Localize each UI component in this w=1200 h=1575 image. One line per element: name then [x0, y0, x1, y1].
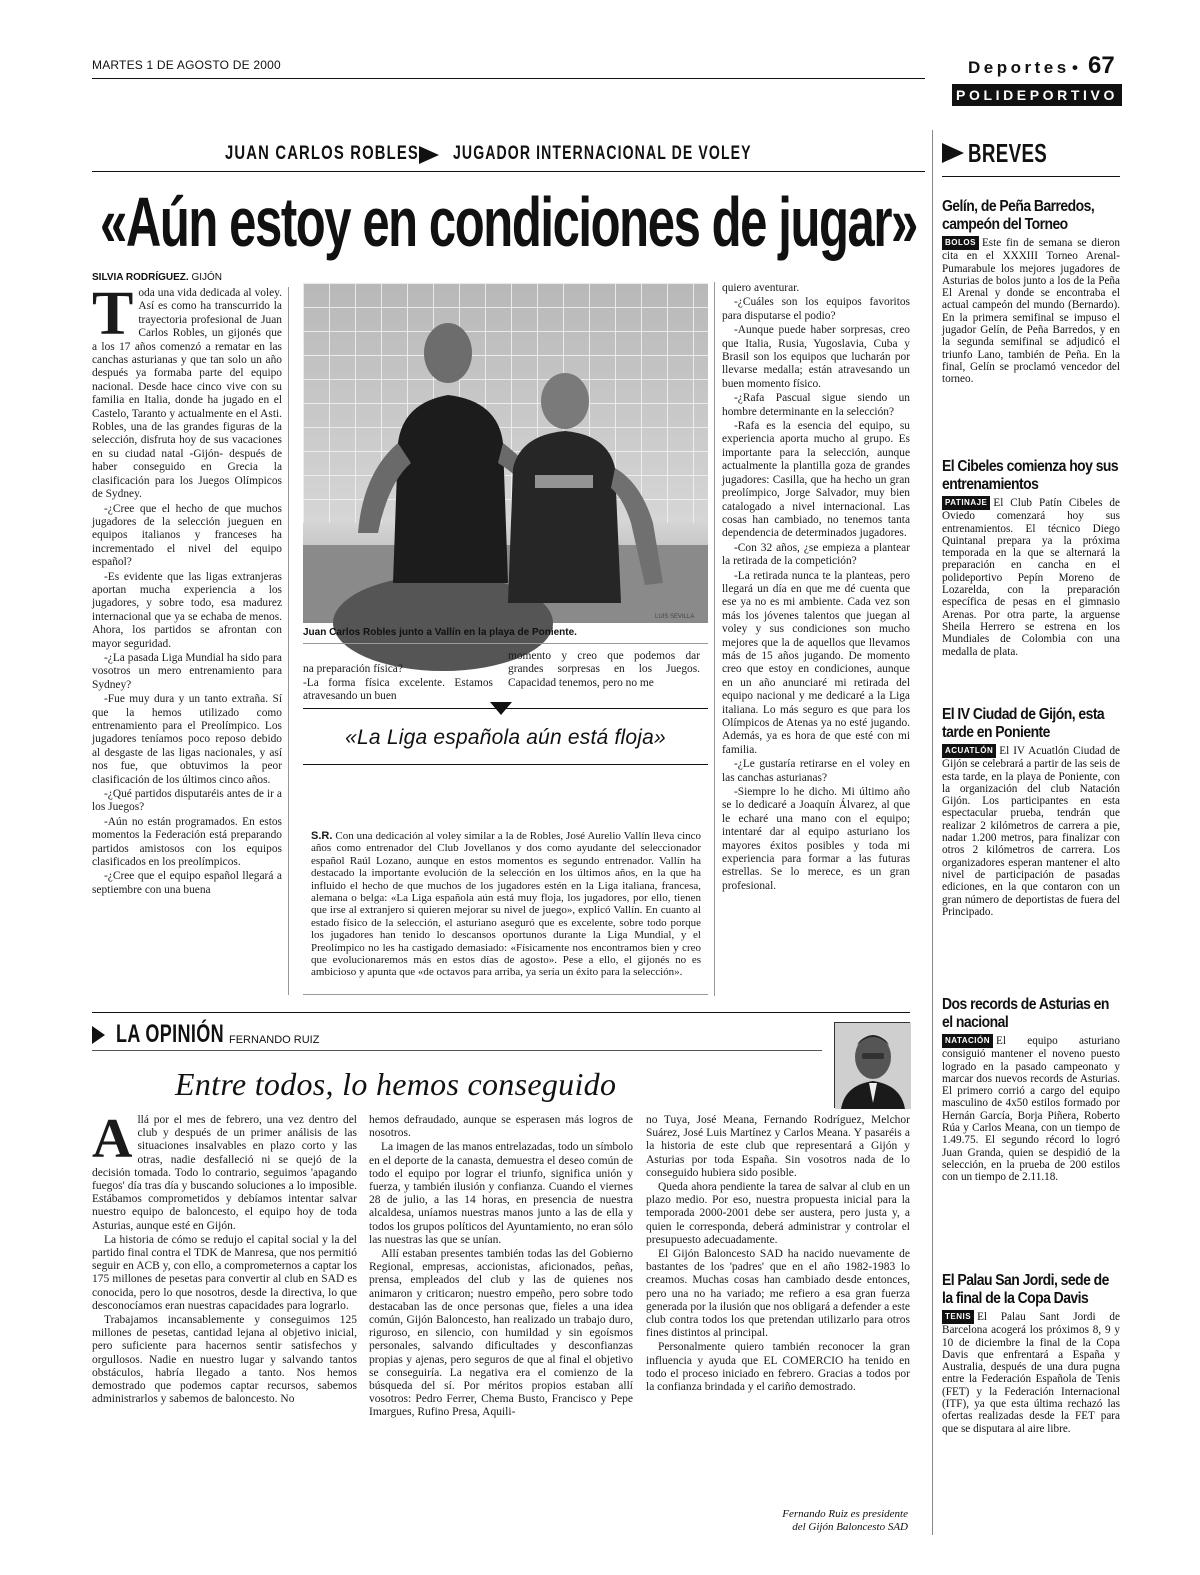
opinion-dropcap: A: [92, 1108, 133, 1170]
article-answer: -Es evidente que las ligas extranjeras aportan mucha experiencia a los jugadores, y sobre todo, esa madurez internacional que ya se echaba de menos. Ahora, los partidos se afrontan con mayor seguridad.: [92, 570, 282, 650]
arrow-right-icon: [419, 146, 439, 164]
article-question: -¿Cree que el equipo español llegará a septiembre con una buena: [92, 870, 282, 896]
article-continuation-right: [508, 650, 700, 692]
opinion-paragraph: La historia de cómo se redujo el capital social y la del partido final contra el TDK de Manresa, que nos permitió seguir en ACB y, con ello, a comprometernos a captar los 175 millones de pesetas para convertir al club en SAD es conocida, pero lo que nosotros, desde la directiva, lo que desconocíamos eran nuestras capacidades para lograrlo.: [92, 1233, 357, 1312]
article-answer: -La retirada nunca te la planteas, pero llegará un día en que me dé cuenta que ese ya no es mi ambiente. Cada vez son más los jóvenes talentos que juegan al voley y sus condiciones son mucho mejores que la de aquellos que llevamos más de 15 años jugando. De momento creo que estoy en condiciones, aunque en un año anunciaré mi retirada del equipo nacional y me dedicaré a la Liga italiana. Lo más seguro es que para los Olímpicos de Atenas ya no esté jugando. Además, ya es hora de que esté con mi familia.: [722, 569, 910, 756]
section-header: [968, 52, 1122, 82]
sidebar-paragraph: Con una dedicación al voley similar a la de Robles, José Aurelio Vallín lleva cinco años como entrenador del Club Jovellanos y dos como ayudante del seleccionador español Raúl Lozano, aunque en estos momentos es segundo entrenador. Vallín ha destacado la importante evolución de la selección en los últimos años, en la que ha influido el hecho de que muchos de los jugadores estén en la Liga italiana, francesa, alemana o belga: «La Liga española aún está muy floja, los jugadores, por ello, tienen que irse al extranjero si quieren mejorar su nivel de juego», explicó Vallín. En cuanto al estado físico de la selección, el asturiano aseguró que es excelente, sobre todo porque los jugadores han tenido lo descansos oportunos durante la Liga Mundial, y el Preolímpico no les ha castigado demasiado: «Físicamente nos encontramos bien y creo que evolucionaremos más en estos días de agosto». Pese a ello, el gijonés no es ambicioso y apunta que «de octavos para arriba, ya sería un éxito para la selección».: [311, 830, 702, 979]
sidebar-quote: «La Liga española aún está floja»: [345, 726, 666, 749]
page-date: MARTES 1 DE AGOSTO DE 2000: [92, 58, 281, 72]
article-photo: [303, 283, 708, 623]
article-question: -¿Le gustaría retirarse en el voley en las canchas asturianas?: [722, 758, 910, 784]
opinion-header-rule: [92, 1050, 822, 1051]
photo-credit: LUIS SEVILLA: [655, 614, 695, 620]
brief-title: El Palau San Jordi, sede de la final de la Copa Davis: [942, 1272, 1109, 1307]
brief-tag: ACUATLÓN: [942, 744, 996, 758]
section-name: Deportes: [968, 58, 1070, 77]
kicker-name: JUAN CARLOS ROBLES: [225, 143, 419, 164]
photo-caption: Juan Carlos Robles junto a Vallín en la playa de Poniente.: [303, 627, 577, 638]
opinion-signature: [646, 1508, 908, 1534]
sidebar-body: [311, 830, 701, 990]
brief-item: [942, 1272, 1120, 1534]
brief-text: El IV Acuatlón Ciudad de Gijón se celebrará a partir de las seis de esta tarde, en la playa de Poniente, con la organización del club Natación Gijón. Los participantes en esta espectacular prueba, tendrán que realizar 2 kilómetros de carrera a pie, nadar 1.200 metros, para finalizar con otros 2 kilómetros de carrera. Los organizadores esperan mantener el alto nivel de participación de pasadas ediciones, en la que contaron con un gran número de deportistas de fuera del Principado.: [942, 745, 1120, 918]
opinion-paragraph: hemos defraudado, aunque se esperasen más logros de nosotros.: [369, 1114, 633, 1140]
sidebar-frame-bottom: [303, 994, 708, 995]
briefs-header: [942, 138, 1122, 172]
article-continuation-left: [303, 650, 493, 703]
article-continuation-text: na preparación física? -La forma física excelente. Estamos atravesando un buen: [303, 663, 493, 703]
article-question: -¿Cuáles son los equipos favoritos para disputarse el podio?: [722, 296, 910, 322]
article-paragraph: oda una vida dedicada al voley. Así es como ha transcurrido la trayectoria profesional de Juan Carlos Robles, un gijonés que a los 17 años comenzó a rematar en las canchas asturianas y que tan solo un año después ya formaba parte del equipo nacional. Desde hace cinco vive con su familia en Italia, donde ha jugado en el Castelo, Taranto y actualmente en el Asti. Robles, una de las grandes figuras de la selección, disfruta hoy de sus vacaciones en su ciudad natal -Gijón- después de haber conseguido en Grecia la clasificación para los Juegos Olímpicos de Sydney.: [92, 287, 282, 501]
sidebar-initials: S.R.: [311, 830, 333, 842]
article-answer: -Aunque puede haber sorpresas, creo que Italia, Rusia, Yugoslavia, Cuba y Brasil son los equipos que lucharán por llevarse medalla; están atravesando un buen momento físico.: [722, 324, 910, 390]
opinion-paragraph: Trabajamos incansablemente y conseguimos 125 millones de pesetas, cantidad lejana al objetivo inicial, pero suficiente para hacernos sentir satisfechos y orgullosos. Nadie en nuestro lugar y salvando tantos obstáculos, habría llegado a tanto. Nos hemos demostrado que podemos captar recursos, sabemos administrarlos y sabemos de baloncesto. No: [92, 1314, 357, 1406]
article-kicker: [225, 143, 845, 169]
opinion-top-rule: [92, 1012, 910, 1013]
author-portrait: [834, 1022, 910, 1108]
brief-body: [942, 236, 1120, 386]
section-bullet: •: [1072, 58, 1078, 77]
arrow-right-icon: [942, 143, 964, 163]
article-question: -¿Qué partidos disputaréis antes de ir a los Juegos?: [92, 788, 282, 814]
opinion-column-1: [92, 1108, 357, 1536]
briefs-header-rule: [942, 176, 1120, 177]
brief-title: Gelín, de Peña Barredos, campeón del Torneo: [942, 198, 1095, 233]
article-question: -¿Rafa Pascual sigue siendo un hombre determinante en la selección?: [722, 392, 910, 418]
sidebar-rule-bottom: [303, 764, 708, 765]
brief-tag: NATACIÓN: [942, 1034, 993, 1048]
article-question: -¿La pasada Liga Mundial ha sido para vosotros un mero entrenamiento para Sydney?: [92, 651, 282, 691]
brief-body: [942, 496, 1120, 658]
brief-tag: BOLOS: [942, 236, 979, 250]
brief-text: El Palau Sant Jordi de Barcelona acogerá los próximos 8, 9 y 10 de diciembre la final de la Copa Davis que enfrentará a España y Australia, después de una dura pugna entre la Federación Española de Tenis (FET) y la Federación Internacional (ITF), ya que esta última rechazó las ofertas realizadas desde la FET para que se disputara al aire libre.: [942, 1311, 1120, 1435]
author-photo: [835, 1023, 911, 1109]
brief-item: [942, 458, 1120, 694]
opinion-paragraph: Personalmente quiero también reconocer la gran influencia y ayuda que EL COMERCIO ha tenido en todo el proceso iniciado en febrero. Gracias a todos por la confianza brindada y el cariño demostrado.: [646, 1341, 910, 1394]
brief-text: El Club Patín Cibeles de Oviedo comenzará hoy sus entrenamientos. El técnico Diego Quintanal prepara ya la próxima temporada en la que se alternará la preparación en cancha en el polideportivo Pepín Moreno de Lozarelda, con la preparación específica de pesas en el gimnasio Arenas. Por otra parte, la arguense Sheila Herrero se estrena en los Mundiales de Colombia con una medalla de plata.: [942, 497, 1120, 658]
article-answer: -Aún no están programados. En estos momentos la Federación está preparando partidos amistosos con los equipos clasificados en los preolímpicos.: [92, 815, 282, 869]
article-column-3: [722, 282, 910, 996]
article-column-1: [92, 280, 282, 995]
opinion-paragraph: no Tuya, José Meana, Fernando Rodríguez, Melchor Suárez, José Luis Martínez y Carlos Meana. Y pasaréis a la historia de este club que representará a Gijón y Asturias por toda España. Sin vosotros nada de lo conseguido hubiera sido posible.: [646, 1114, 910, 1179]
kicker-rule: [92, 171, 925, 172]
opinion-header: [92, 1018, 692, 1052]
signature-line: Fernando Ruiz es presidente: [782, 1508, 908, 1520]
opinion-column-3: [646, 1114, 910, 1518]
opinion-paragraph: La imagen de las manos entrelazadas, todo un símbolo en el deporte de la canasta, demuestra el deseo común de todo el equipo por lograr el triunfo, significa unión y fuerza, y también ilusión y confianza. Cuando el viernes 28 de julio, a las 14 horas, en presencia de nuestra alcaldesa, uníamos nuestras manos junto a las de ella y todos los grupos políticos del Ayuntamiento, no eran sólo las nuestras las que se unían.: [369, 1141, 633, 1246]
brief-title: Dos records de Asturias en el nacional: [942, 996, 1109, 1031]
brief-body: [942, 1310, 1120, 1435]
article-question: -¿Cree que el hecho de que muchos jugadores de la selección jueguen en equipos italianos y franceses ha incrementado el nivel del equipo español?: [92, 502, 282, 569]
article-question: -Con 32 años, ¿se empieza a plantear la retirada de la competición?: [722, 541, 910, 568]
brief-title: El Cibeles comienza hoy sus entrenamientos: [942, 458, 1119, 493]
subsection-bar: POLIDEPORTIVO: [952, 84, 1122, 106]
kicker-role: JUGADOR INTERNACIONAL DE VOLEY: [453, 143, 752, 164]
article-answer: -Rafa es la esencia del equipo, su experiencia aporta mucho al grupo. Es importante para la selección, aunque actualmente la plantilla goza de grandes jugadores: Casilla, que ha hecho un gran preolímpico, Jorge Salvador, muy bien catalogado a nivel internacional. Las cosas han cambiado, no tenemos tanta dependencia de determinados jugadores.: [722, 420, 910, 540]
opinion-paragraph: El Gijón Baloncesto SAD ha nacido nuevamente de bastantes de los 'padres' que en el año 1982-1983 lo creamos. Muchas cosas han cambiado desde entonces, pero una no ha variado; me refiero a esa gran fuerza generada por la ilusión que nos obligará a defender a este club contra todos los que pretendan utilizarlo para otros fines distintos al principal.: [646, 1248, 910, 1340]
opinion-paragraph: llá por el mes de febrero, una vez dentro del club y después de un primer análisis de las situaciones insalvables en plazo corto y las otras, nadie desfalleció ni se quejó de la decisión tomada. Todo lo contrario, seguimos 'apagando fuegos' día tras día y buscando soluciones a lo imposible. Estábamos comprometidos y debíamos intentar salvar nuestro equipo de baloncesto, el equipo hoy de toda Asturias, aunque esté en Gijón.: [92, 1114, 357, 1232]
brief-tag: PATINAJE: [942, 496, 990, 510]
brief-title: El IV Ciudad de Gijón, esta tarde en Poniente: [942, 706, 1105, 741]
page-number: 67: [1088, 52, 1115, 79]
brief-item: [942, 996, 1120, 1258]
opinion-section-label: LA OPINIÓN: [116, 1020, 224, 1048]
signature-line: del Gijón Baloncesto SAD: [792, 1521, 908, 1533]
article-answer: -Siempre lo he dicho. Mi último año se lo dedicaré a Joaquín Álvarez, al que le echaré una mano con el equipo; intentaré dar al equipo asturiano los mayores éxitos posibles y toda mi experiencia para formar a las futuras estrellas. Se lo merece, es un gran profesional.: [722, 786, 910, 892]
brief-item: [942, 198, 1120, 460]
opinion-headline: Entre todos, lo hemos conseguido: [175, 1066, 617, 1102]
brief-body: [942, 1034, 1120, 1184]
caption-rule: [303, 643, 708, 644]
brief-tag: TENIS: [942, 1310, 974, 1324]
article-answer: -Fue muy dura y un tanto extraña. Sí que la hemos utilizado como entrenamiento para el Preolímpico. Los jugadores teníamos poco reposo debido al desgaste de las ligas nacionales, y así nos fue, que obtuvimos la peor clasificación de los últimos cinco años.: [92, 693, 282, 786]
byline-place: GIJÓN: [191, 272, 223, 283]
opinion-paragraph: Allí estaban presentes también todas las del Gobierno Regional, empresas, accionistas, aficionados, peñas, prensa, empleados del club y las de quienes nos animaron y criticaron; nuestro empeño, pero sobre todo destacaban las de once personas que, fieles a una idea común, Gijón Baloncesto, han realizado un trabajo duro, riguroso, en silencio, con humildad y sin egoísmos personales, salvando dificultades y desconfianzas propias y ajenas, pero seguros de que al final el objetivo se conseguiría. La negativa era el comienzo de la búsqueda del sí. Por méritos propios estaban allí vosotros: Pedro Ferrer, Chema Busto, Francisco y Pepe Imargues, Rufino Presa, Aquili-: [369, 1248, 633, 1419]
arrow-right-icon: [92, 1026, 105, 1044]
opinion-paragraph: Queda ahora pendiente la tarea de salvar al club en un plazo medio. Por eso, nuestra propuesta inicial para la temporada 2000-2001 debe ser austera, pero justa y, a quien le corresponda, deberá administrar y controlar el presupuesto adecuadamente.: [646, 1181, 910, 1246]
opinion-author: FERNANDO RUIZ: [229, 1034, 320, 1046]
header-rule: [92, 78, 925, 79]
article-answer: quiero aventurar.: [722, 282, 800, 294]
article-dropcap: T: [92, 280, 134, 348]
article-continuation-text: momento y creo que podemos dar grandes sorpresas en los Juegos. Capacidad tenemos, pero no me: [508, 650, 700, 689]
briefs-divider: [932, 130, 933, 1535]
byline-author: SILVIA RODRÍGUEZ.: [92, 272, 189, 283]
sidebar-rule-top: [303, 708, 708, 709]
briefs-title: BREVES: [968, 138, 1048, 168]
opinion-column-2: [369, 1114, 633, 1536]
brief-text: Este fin de semana se dieron cita en el XXXIII Torneo Arenal-Pumarabule los mejores jugadores de Asturias de bolos junto a los de la Peña El Arenal y donde se encontraba el actual campeón del mundo (Bernardo). En la primera semifinal se impuso el jugador Gelín, de Peña Barredos, y en la segunda semifinal se adjudicó el triunfo Lano, también de Peña. En la final, Gelín se proclamó vencedor del torneo.: [942, 237, 1120, 386]
column-divider: [714, 282, 715, 996]
column-divider: [288, 287, 289, 995]
beach-volleyball-photo: [303, 283, 708, 623]
headline: «Aún estoy en condiciones de jugar»: [100, 183, 917, 261]
brief-body: [942, 744, 1120, 918]
brief-item: [942, 706, 1120, 988]
brief-text: El equipo asturiano consiguió mantener el noveno puesto logrado en la pasado campeonato y marcar dos nuevos records de Asturias. El primero corrió a cargo del equipo masculino de 4x50 estilos formado por Hernán García, Borja Piñera, Roberto Rúa y Carlos Meana, con un tiempo de 1.49.75. El segundo récord lo logró Juan Granda, quien se despidió de la selección, en la prueba de 200 estilos con un tiempo de 2.11.18.: [942, 1035, 1120, 1184]
sidebar-text: [311, 830, 701, 979]
